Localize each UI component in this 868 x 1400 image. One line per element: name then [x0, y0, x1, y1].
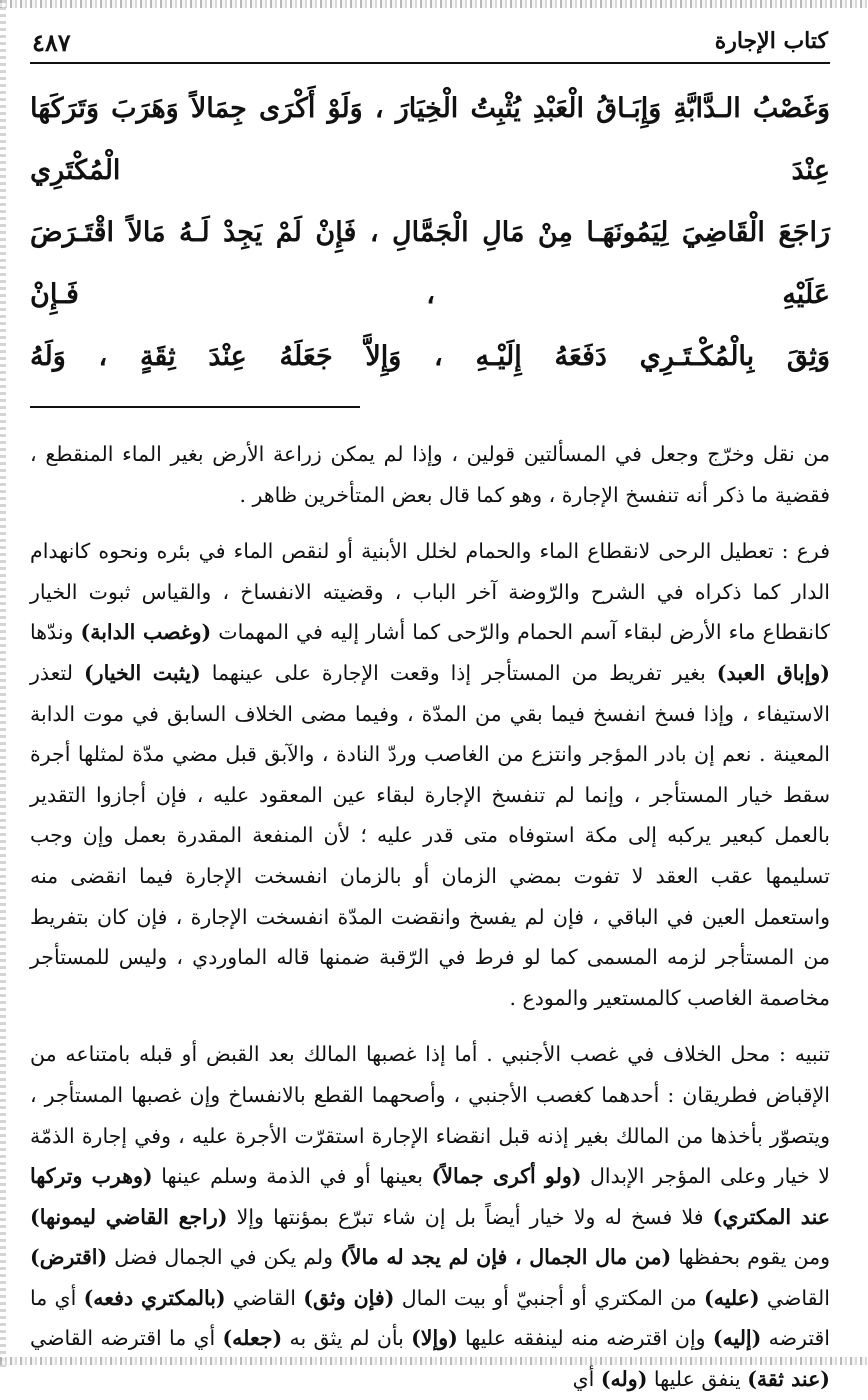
book-title: كتاب الإجارة [714, 28, 828, 54]
book-page [30, 20, 830, 1400]
commentary-text [30, 434, 830, 1400]
matn-line: رَاجَعَ الْقَاضِيَ لِيَمُونَهَـا مِنْ مَالِ الْجَمَّالِ ، فَإِنْ لَمْ يَجِدْ لَـهُ مَالاً اقْتَـرَضَ عَلَيْهِ ، فَـإِنْ [30, 217, 830, 310]
page-bottom-edge [0, 1357, 868, 1365]
page-header [30, 20, 830, 64]
matn-line: وَثِقَ بِالْمُكْـتَـرِي دَفَعَهُ إِلَيْـهِ ، وَإِلاَّ جَعَلَهُ عِنْدَ ثِقَةٍ ، وَلَهُ [30, 341, 830, 372]
matn-text [30, 78, 830, 388]
page-left-edge [0, 0, 6, 1367]
commentary-paragraph: من نقل وخرّج وجعل في المسألتين قولين ، وإذا لم يمكن زراعة الأرض بغير الماء المنقطع ، فقضية ما ذكر أنه تنفسخ الإجارة ، وهو كما قال بعض المتأخرين ظاهر . [30, 442, 830, 507]
matn-line: وَغَصْبُ الـدَّابَّةِ وَإِبَـاقُ الْعَبْدِ يُثْبِتُ الْخِيَارَ ، وَلَوْ أَكْرَى جِمَالاً وَهَرَبَ وَتَرَكَهَا عِنْدَ الْمُكْتَرِي [30, 93, 830, 186]
page-number: ٤٨٧ [32, 28, 71, 57]
commentary-paragraph: فرع : تعطيل الرحى لانقطاع الماء والحمام لخلل الأبنية أو لنقص الماء في بئره ونحوه كانهدام الدار كما ذكراه في الشرح والرّوضة آخر الباب ، وقضيته الانفساخ ، والقياس ثبوت الخيار كانقطاع ماء الأرض لبقاء آسم الحمام والرّحى كما أشار إليه في المهمات (وغصب الدابة) وندّها (وإباق العبد) بغير تفريط من المستأجر إذا وقعت الإجارة على عينهما (يثبت الخيار) لتعذر الاستيفاء ، وإذا فسخ انفسخ فيما بقي من المدّة ، وفيما مضى الخلاف السابق في موت الدابة المعينة . نعم إن بادر المؤجر وانتزع من الغاصب وردّ النادة ، والآبق قبل مضي مدّة لمثلها أجرة سقط خيار المستأجر ، وإنما لم تنفسخ الإجارة لبقاء عين المعقود عليه ، فإن أجازوا التقدير بالعمل كبعير يركبه إلى مكة استوفاه متى قدر عليه ؛ لأن المنفعة المقدرة بعمل وإن وجب تسليمها عقب العقد لا تفوت بمضي الزمان أو بالزمان انفسخت الإجارة فيما انقضى منه واستعمل العين في الباقي ، فإن لم يفسخ وانقضت المدّة انفسخت الإجارة ، فإن كان بتفريط من المستأجر لزمه المسمى كما لو فرط في الرّقبة ضمنها قاله الماوردي ، وليس للمستأجر مخاصمة الغاصب كالمستعير والمودع . [30, 539, 831, 1010]
commentary-paragraph: تنبيه : محل الخلاف في غصب الأجنبي . أما إذا غصبها المالك بعد القبض أو قبله بامتناعه من الإقباض فطريقان : أحدهما كغصب الأجنبي ، وأصحهما القطع بالانفساخ وإن غصبها المستأجر ، ويتصوّر بأخذها من المالك بغير إذنه قبل انقضاء الإجارة استقرّت الأجرة عليه ، وفي إجارة الذمّة لا خيار وعلى المؤجر الإبدال (ولو أكرى جمالاً) بعينها أو في الذمة وسلم عينها (وهرب وتركها عند المكتري) فلا فسخ له ولا خيار أيضاً بل إن شاء تبرّع بمؤنتها وإلا (راجع القاضي ليمونها) ومن يقوم بحفظها (من مال الجمال ، فإن لم يجد له مالاً) ولم يكن في الجمال فضل (اقترض) القاضي (عليه) من المكتري أو أجنبيّ أو بيت المال (فإن وثق) القاضي (بالمكتري دفعه) أي ما اقترضه (إليه) وإن اقترضه منه لينفقه عليها (وإلا) بأن لم يثق به (جعله) أي ما اقترضه القاضي (عند ثقة) ينفق عليها (وله) أي [30, 1042, 830, 1392]
page-top-edge [0, 0, 868, 8]
footnote-separator [30, 406, 360, 408]
